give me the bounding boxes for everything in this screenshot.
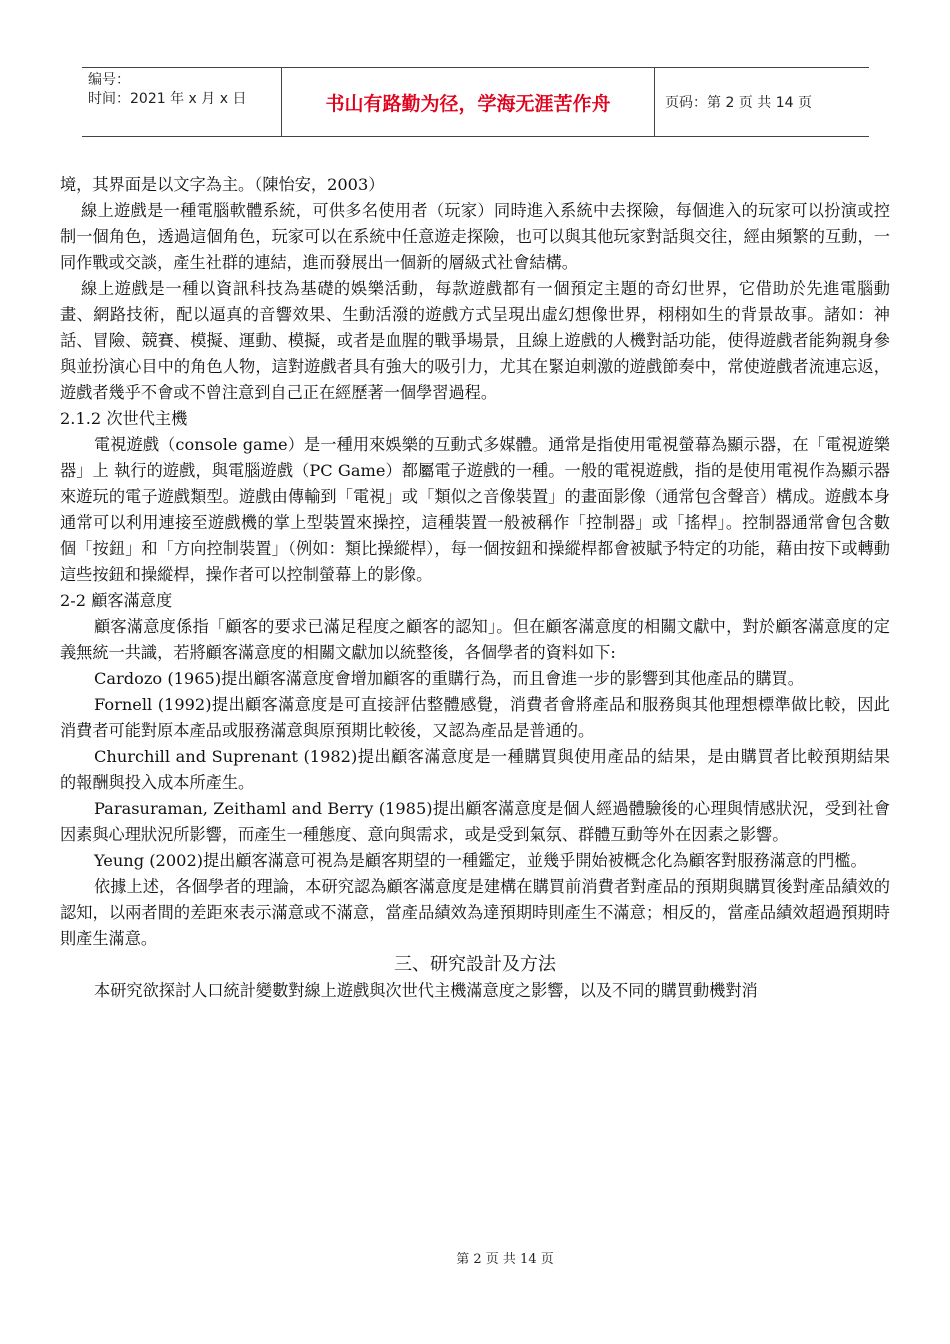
paragraph: 本研究欲探討人口統計變數對線上遊戲與次世代主機滿意度之影響，以及不同的購買動機對消 bbox=[94, 981, 758, 1000]
paragraph: Churchill and Suprenant (1982)提出顧客滿意度是一種購買與使用產品的結果，是由購買者比較預期結果的報酬與投入成本所產生。 bbox=[60, 747, 890, 792]
page-header bbox=[82, 67, 869, 137]
paragraph: 線上遊戲是一種電腦軟體系統，可供多名使用者（玩家）同時進入系統中去探險，每個進入的玩家可以扮演或控制一個角色，透過這個角色，玩家可以在系統中任意遊走探險，也可以與其他玩家對話與交往，經由頻繁的互動，一同作戰或交談，產生社群的連結，進而發展出一個新的層級式社會結構。 bbox=[60, 201, 890, 272]
paragraph: Cardozo (1965)提出顧客滿意度會增加顧客的重購行為，而且會進一步的影響到其他產品的購買。 bbox=[94, 669, 804, 688]
page-footer: 第 2 页 共 14 页 bbox=[456, 1252, 554, 1267]
header-page-info: 页码：第 2 页 共 14 页 bbox=[665, 95, 812, 111]
section-heading: 2.1.2 次世代主機 bbox=[60, 409, 188, 428]
paragraph: 線上遊戲是一種以資訊科技為基礎的娛樂活動，每款遊戲都有一個預定主題的奇幻世界，它借助於先進電腦動畫、網路技術，配以逼真的音響效果、生動活潑的遊戲方式呈現出虛幻想像世界，栩栩如生的背景故事。諸如：神話、冒險、競賽、模擬、運動、模擬，或者是血腥的戰爭場景，且線上遊戲的人機對話功能，使得遊戲者能夠親身參與並扮演心目中的角色人物，這對遊戲者具有強大的吸引力，尤其在緊迫刺激的遊戲節奏中，常使遊戲者流連忘返，遊戲者幾乎不會或不曾注意到自己正在經歷著一個學習過程。 bbox=[60, 279, 890, 402]
paragraph: 境，其界面是以文字為主。（陳怡安，2003） bbox=[60, 175, 385, 194]
document-body bbox=[60, 172, 890, 1004]
header-motto: 书山有路勤为径，学海无涯苦作舟 bbox=[282, 68, 655, 136]
chapter-heading: 三、研究設計及方法 bbox=[394, 954, 556, 975]
header-meta bbox=[82, 68, 282, 136]
paragraph: 依據上述，各個學者的理論，本研究認為顧客滿意度是建構在購買前消費者對產品的預期與購買後對產品績效的認知，以兩者間的差距來表示滿意或不滿意，當產品績效為達預期時則產生不滿意；相反的，當產品績效超過預期時則產生滿意。 bbox=[60, 877, 890, 948]
paragraph: Parasuraman, Zeithaml and Berry (1985)提出顧客滿意度是個人經過體驗後的心理與情感狀況，受到社會因素與心理狀況所影響，而產生一種態度、意向與需求，或是受到氣氛、群體互動等外在因素之影響。 bbox=[60, 799, 890, 844]
document-date: 时间：2021 年 x 月 x 日 bbox=[88, 91, 247, 107]
paragraph: Fornell (1992)提出顧客滿意度是可直接評估整體感覺，消費者會將產品和服務與其他理想標準做比較，因此消費者可能對原本產品或服務滿意與原預期比較後，又認為產品是普通的。 bbox=[60, 695, 890, 740]
paragraph: 顧客滿意度係指「顧客的要求已滿足程度之顧客的認知」。但在顧客滿意度的相關文獻中，對於顧客滿意度的定義無統一共識，若將顧客滿意度的相關文獻加以統整後，各個學者的資料如下: bbox=[60, 617, 890, 662]
document-number-label: 编号： bbox=[88, 72, 130, 88]
section-heading: 2-2 顧客滿意度 bbox=[60, 591, 173, 610]
paragraph: 電視遊戲（console game）是一種用來娛樂的互動式多媒體。通常是指使用電視螢幕為顯示器，在「電視遊樂器」上 執行的遊戲，與電腦遊戲（PC Game）都屬電子遊戲的一種。一般的電視遊戲，指的是使用電視作為顯示器來遊玩的電子遊戲類型。遊戲由傳輸到「電視」或「類似之音像裝置」的畫面影像（通常包含聲音）構成。遊戲本身通常可以利用連接至遊戲機的掌上型裝置來操控，這種裝置一般被稱作「控制器」或「搖桿」。控制器通常會包含數個「按鈕」和「方向控制裝置」（例如：類比操縱桿），每一個按鈕和操縱桿都會被賦予特定的功能，藉由按下或轉動這些按鈕和操縱桿，操作者可以控制螢幕上的影像。 bbox=[60, 435, 890, 584]
paragraph: Yeung (2002)提出顧客滿意可視為是顧客期望的一種鑑定，並幾乎開始被概念化為顧客對服務滿意的門檻。 bbox=[94, 851, 867, 870]
